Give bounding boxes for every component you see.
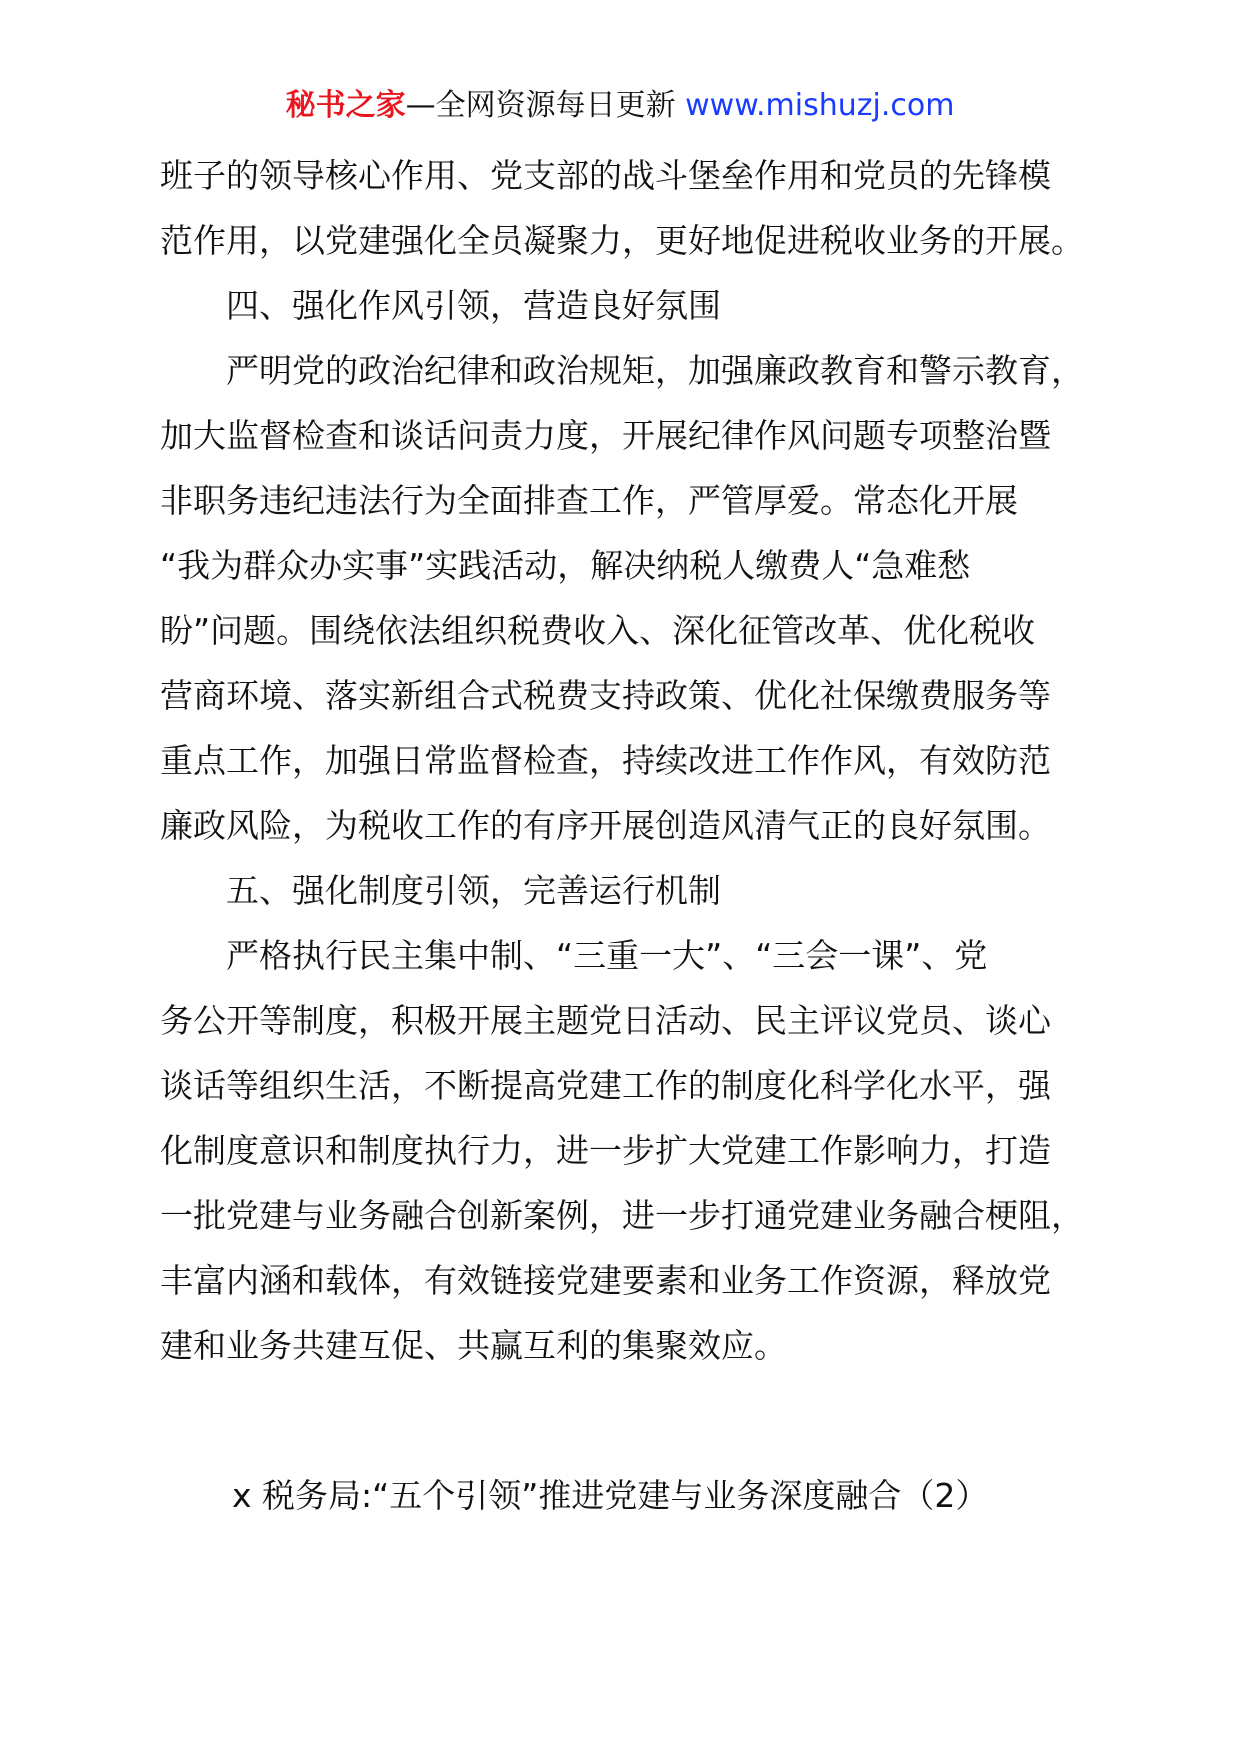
body-line: 一批党建与业务融合创新案例，进一步打通党建业务融合梗阻， [160,1196,1084,1235]
body-line: 建和业务共建互促、共赢互利的集聚效应。 [160,1326,787,1365]
body-line: 营商环境、落实新组合式税费支持政策、优化社保缴费服务等 [160,676,1051,715]
body-line: 化制度意识和制度执行力，进一步扩大党建工作影响力，打造 [160,1131,1051,1170]
body-line: 廉政风险，为税收工作的有序开展创造风清气正的良好氛围。 [160,806,1051,845]
body-line: 严格执行民主集中制、“三重一大”、“三会一课”、党 [226,936,988,975]
body-line: 范作用，以党建强化全员凝聚力，更好地促进税收业务的开展。 [160,221,1084,260]
body-line: “我为群众办实事”实践活动，解决纳税人缴费人“急难愁 [160,546,971,585]
body-line: 严明党的政治纪律和政治规矩，加强廉政教育和警示教育， [226,351,1084,390]
site-url-link[interactable]: www.mishuzj.com [685,88,955,123]
body-line: 谈话等组织生活，不断提高党建工作的制度化科学化水平，强 [160,1066,1051,1105]
body-line: 盼”问题。围绕依法组织税费收入、深化征管改革、优化税收 [160,611,1036,650]
body-line: 加大监督检查和谈话问责力度，开展纪律作风问题专项整治暨 [160,416,1051,455]
brand-name: 秘书之家 [285,88,406,123]
document-footer-title: x 税务局:“五个引领”推进党建与业务深度融合（2） [232,1476,989,1515]
body-line: 非职务违纪违法行为全面排查工作，严管厚爱。常态化开展 [160,481,1018,520]
body-line: 丰富内涵和载体，有效链接党建要素和业务工作资源，释放党 [160,1261,1051,1300]
section-heading: 五、强化制度引领，完善运行机制 [226,871,721,910]
body-line: 重点工作，加强日常监督检查，持续改进工作作风，有效防范 [160,741,1051,780]
header-tagline: —全网资源每日更新 [405,88,686,123]
section-heading: 四、强化作风引领，营造良好氛围 [226,286,721,325]
body-line: 务公开等制度，积极开展主题党日活动、民主评议党员、谈心 [160,1001,1051,1040]
document-body [160,143,1110,1378]
page-header [0,86,1240,126]
body-line: 班子的领导核心作用、党支部的战斗堡垒作用和党员的先锋模 [160,156,1051,195]
